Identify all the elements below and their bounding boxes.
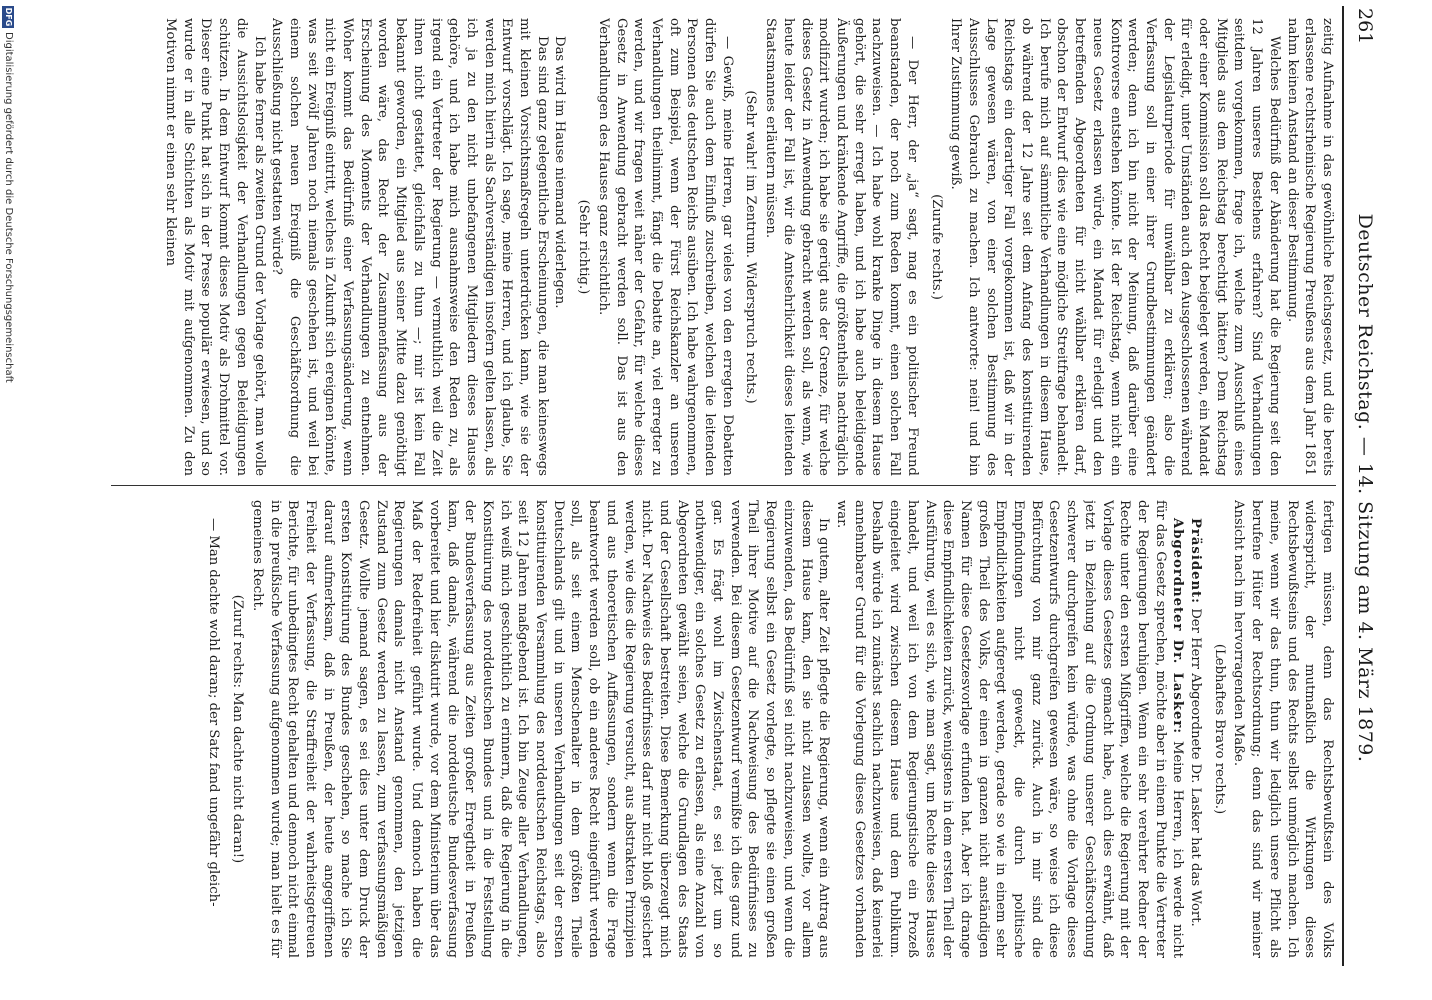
paragraph: zeitig Aufnahme in das gewöhnliche Reichsgesetz, und die bereits erlassene rechtsrheinische Regierung Preußens aus dem Jahr 1851 nahm keinen Anstand an dieser Bestimmung.	[1284, 18, 1335, 476]
column-right	[101, 500, 1336, 958]
paragraph: In gutem, alter Zeit pflegte die Regierung, wenn ein Antrag aus diesem Hause kam, den sie nicht zulassen wollte, vor allem einzuwenden, das Bedürfniß sei nicht nachzuweisen, und wenn die Regierung selbst ein Gesetz vorlegte, so pflegte sie einen großen Theil ihrer Motive auf die Nachweisung des Bedürfnisses zu verwenden. Bei diesem Gesetzentwurf vermißte ich dies ganz und gar. Es frägt wohl im Zwischenstaat, es sei jetzt um so nothwendiger, ein solches Gesetz zu erlassen, als eine Anzahl von Abgeordneten gewählt seien, welche die Grundlagen des Staats und der Gesellschaft bestreiten. Diese Bemerkung überzeugt mich nicht. Der Nachweis des Bedürfnisses darf nur nicht bloß gesichert werden, wie dies die Regierung versucht, aus abstrakten Prinzipien und aus theoretischen Auffassungen, sondern wenn die Frage beantwortet werden soll, ob ein anderes Recht eingeführt werden soll, als seit einem Menschenalter in dem größten Theile Deutschlands gilt und in unseren Verhandlungen seit der ersten konstituirenden Versammlung des norddeutschen Reichstags, also seit 12 Jahren maßgebend ist. Ich bin Zeuge aller Verhandlungen, ich weiß mich geschichtlich zu erinnern, daß die Regierung in die Konstituirung des norddeutschen Bundes und in die Feststellung der Bundesverfassung aus Zeiten großer Erregtheit in Preußen kam, daß damals, während die norddeutsche Bundesverfassung vorbereitet und hier diskutirt wurde, vor dem Ministerium über das Maß der Redefreiheit geführt wurde. Und dennoch haben die Regierungen damals nicht Anstand genommen, den jetzigen Zustand zum Gesetz werden zu lassen, zum verfassungsmäßigen Gesetz. Wollte jemand sagen, es sei dies unter dem Druck der ersten Konstituirung des Bundes geschehen, so mache ich Sie darauf aufmerksam, daß in Preußen, der heute angegriffenen Freiheit der Verfassung, die Straffreiheit der wahrheitsgetreuen Berichte, für unbedingtes Recht gehalten und dennoch nicht einmal in die preußische Verfassung aufgenommen wurde; man hielt es für gemeines Recht.	[249, 500, 832, 958]
interjection: (Sehr wahr! im Zentrum. Widerspruch rechts.)	[743, 90, 759, 404]
page-number: 261	[1354, 8, 1376, 45]
paragraph: Das wird im Hause niemand widerlegen.	[552, 36, 568, 309]
header-rule	[1342, 6, 1344, 966]
paragraph: — Der Herr, der „ja“ sagt, mag es ein politischer Freund beanstanden, der noch zum Reden kommt, einen solchen Fall nachzuweisen. — Ich habe wohl kranke Dinge in diesem Hause gehört, die sehr erregt haben, und ich habe auch beleidigende Äußerungen und kränkende Angriffe, die größtentheils nachträglich modifizirt wurden; ich habe sie gerügt aus der Grenze, für welche dieses Gesetz in Anwendung gebracht werden soll, als wenn, wie heute leider der Fall ist, wir die Amtsehrlichkeit dieses leitenden Staatsmannes erläutern müssen.	[763, 18, 920, 476]
interjection: (Sehr richtig.)	[576, 199, 592, 295]
running-title: Deutscher Reichstag. — 14. Sitzung am 4. März 1879.	[1354, 213, 1376, 763]
running-header	[1344, 8, 1388, 968]
interjection: (Zuruf rechts: Man dachte nicht daran!)	[230, 594, 246, 864]
paragraph	[1186, 500, 1204, 958]
digitization-credit: Digitalisierung gefördert durch die Deutsche Forschungsgemeinschaft	[3, 32, 14, 383]
paragraph	[832, 500, 1186, 958]
speaker-label: Präsident:	[1188, 518, 1204, 605]
paragraph: fertigen müssen, denn das Rechtsbewußtsein des Volks widerspricht, der mutmaßlich die Wirkungen dieses Rechtsbewußtseins und des Rechts selbst unmöglich machen. Ich meine, wenn wir das thun, thun wir lediglich unsere Pflicht als berufene Hüter der Rechtsordnung; denn das sind wir meiner Ansicht nach im hervorragenden Maße.	[1231, 500, 1335, 958]
paragraph: Welches Bedürfniß der Abänderung hat die Regierung seit den 12 Jahren unseres Bestehens erfahren? Sind Verhandlungen seitdem vorgekommen, frage ich, welche zum Ausschluß eines Mitglieds aus dem Reichstag berechtigt hätten? Dem Reichstag oder einer Kommission soll das Recht beigelegt werden, ein Mandat für erledigt, unter Umständen auch den Ausgeschlossenen während der Legislaturperiode für unwählbar zu erklären; also die Verfassung soll in einer ihrer Grundbestimmungen geändert werden; denn ich bin nicht der Meinung, daß darüber eine Kontroverse entstehen könnte. Ist der Reichstag, wenn nicht ein neues Gesetz erlassen würde, ein Mandat für erledigt und den betreffenden Abgeordneten für nicht wählbar erklären darf, obschon der Entwurf dies wie eine mögliche Streitfrage behandelt. Ich berufe mich auf sämmtliche Verhandlungen in diesem Hause, ob während der 12 Jahre seit dem Anfang des konstituirenden Reichstags ein derartiger Fall vorgekommen ist, daß wir in der Lage gewesen wären, von einer solchen Bestimmung des Ausschlusses Gebrauch zu machen. Ich antworte: nein! und bin Ihrer Zustimmung gewiß.	[948, 18, 1282, 476]
column-divider	[111, 485, 1336, 486]
interjection: (Lebhaftes Bravo rechts.)	[1211, 643, 1227, 815]
interjection: (Zurufe rechts.)	[928, 194, 944, 300]
digitization-footer	[0, 0, 14, 1000]
column-left	[101, 18, 1336, 476]
dfg-logo: DFG	[4, 7, 13, 27]
speaker-label: Abgeordneter Dr. Lasker:	[1170, 518, 1186, 735]
paragraph: — Gewiß, meine Herren, gar vieles von den erregten Debatten dürfen Sie auch dem Einfluß zuschreiben, welchen die leitenden Personen des deutschen Reichs ausüben. Ich habe wahrgenommen, oft zum Beispiel, wenn der Fürst Reichskanzler an unseren Verhandlungen theilnimmt, fängt die Debatte an, viel erregter zu werden, und wir fragen weit näher der Gefahr, für welche dieses Gesetz in Anwendung gebracht werden soll. Das ist aus den Verhandlungen des Hauses ganz ersichtlich.	[595, 18, 735, 476]
paragraph: — Man dachte wohl daran; der Satz fand ungefähr gleich-	[206, 518, 222, 907]
paragraph: Ich habe ferner als zweiten Grund der Vorlage gehört, man wolle die Aussichtslosigkeit der Verhandlungen gegen Beleidigungen schützen. In dem Entwurf kommt dieses Motiv als Drohmittel vor. Dieser eine Punkt hat sich in der Presse populär erwiesen, und so wurde er in alle Schichten als Motiv mit aufgenommen. Zu den Motiven nimmt er einen sehr kleinen	[163, 18, 267, 476]
paragraph: Das sind ganz gelegentliche Erscheinungen, die man keineswegs mit kleinen Vorsichtsmaßregeln unterdrücken kann, wie sie der Entwurf vorschlägt. Ich sage, meine Herren, und ich glaube, Sie werden mich hierin als Sachverständigen insofern gelten lassen, als ich ja zu den nicht unbefangenen Mitgliedern dieses Hauses gehöre, und ich habe mich ausnahmsweise den Reden zu, als irgend ein Vertreter der Regierung — vermuthlich weil die Zeit ihnen nicht gestattet, gleichfalls zu thun —; mir ist kein Fall bekannt geworden, ein Mitglied aus seiner Mitte dazu genöthigt worden wäre, das Recht der Zusammenfassung aus der Erscheinung des Moments der Verhandlungen zu entnehmen. Woher kommt das Bedürfniß einer Verfassungsänderung, wenn nicht ein Ereigniß eintritt, welches in Zukunft sich ereignen könnte, was seit zwölf Jahren noch niemals geschehen ist, und weil bei einem solchen neuen Ereigniß die Geschäftsordnung die Ausschließung nicht gestatten würde?	[269, 18, 550, 476]
speech-text: Meine Herren, ich werde nicht für das Gesetz sprechen, möchte aber in einem Punkte die Vertreter der Regierungen beruhigen. Wenn ein sehr verehrter Redner der Rechte unter den ersten Mißgriffen, welche die Regierung mit der Vorlage dieses Gesetzes gemacht habe, auch dies erwähnt, daß jetzt in Beziehung auf die Ordnung unserer Geschäftsordnung schwerer durchgreifen kein würde, was ohne die Vorlage dieses Gesetzentwurfs durchgreifen gewesen wäre, so weise ich diese Befürchtung von mir ganz zurück. Auch in mir sind die Empfindungen nicht geweckt, die durch politische Empfindlichkeiten aufgeregt werden, gerade so wie in einem sehr großen Theil des Volks, der einen in ganzen nicht anständigen Namen für diese Gesetzesvorlage erfunden hat. Aber ich drange diese Empfindlichkeiten zurück, wenigstens in dem ersten Theil der Ausführung, weil es sich, wie man sagt, um Rechte dieses Hauses handelt, und weil ich von dem Regierungstische ein Prozeß eingeleitet wird zwischen diesem Hause und dem Publikum. Deshalb würde ich zunächst sachlich nachzuweisen, daß keinerlei annehmbarer Grund für die Vorlegung dieses Gesetzes vorhanden war.	[834, 500, 1186, 958]
speech-text: Der Herr Abgeordnete Dr. Lasker hat das Wort.	[1188, 608, 1204, 927]
